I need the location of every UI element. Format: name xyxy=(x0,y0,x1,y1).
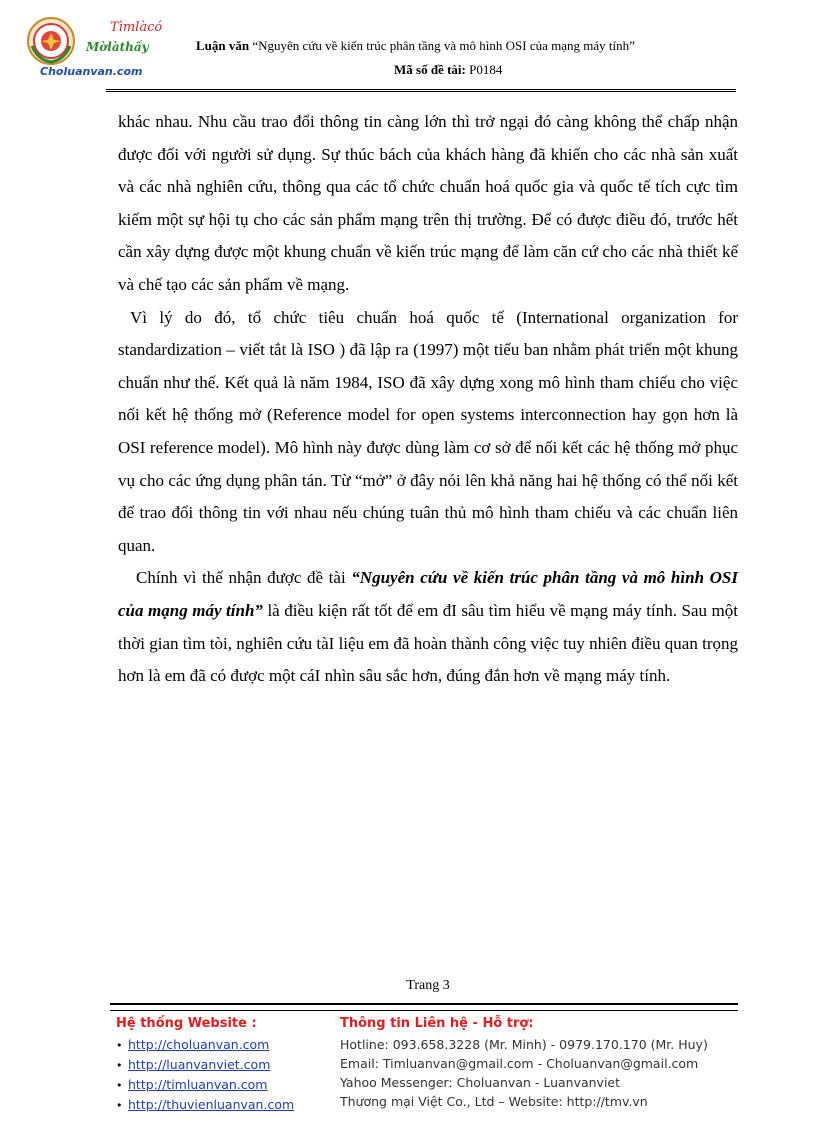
document-title-prefix: Luận văn xyxy=(196,38,250,53)
contacts-heading: Thông tin Liên hệ - Hỗ trợ: xyxy=(340,1016,534,1031)
bullet-icon: • xyxy=(116,1059,123,1072)
seal-icon xyxy=(26,16,76,66)
websites-list xyxy=(116,1035,294,1115)
paragraph-3-rest: là điều kiện rất tốt để em đI sâu tìm hiểu về mạng máy tính. Sau một thời gian tìm tòi, nghiên cứu tàI liệu em đã hoàn thành công việc tuy nhiên điều quan trọng hơn là em đã có được một cáI nhìn sâu sắc hơn, đúng đắn hơn về mạng máy tính. xyxy=(118,600,739,686)
website-item xyxy=(116,1055,294,1075)
document-code xyxy=(394,62,502,78)
document-title-text: “Nguyên cứu về kiến trúc phân tầng và mô hình OSI của mạng máy tính” xyxy=(249,38,635,53)
website-link[interactable]: http://luanvanviet.com xyxy=(128,1057,271,1072)
contact-hotline: Hotline: 093.658.3228 (Mr. Minh) - 0979.170.170 (Mr. Huy) xyxy=(340,1037,708,1052)
logo-site-name: Choluanvan.com xyxy=(40,65,143,78)
header-divider xyxy=(106,89,736,92)
footer-contacts xyxy=(340,1016,708,1111)
logo-slogan-top: Tìmlàcó xyxy=(110,20,163,35)
paragraph-3-lead: Chính vì thế nhận được đề tài xyxy=(136,568,352,588)
paragraph-1: khác nhau. Nhu cầu trao đổi thông tin càng lớn thì trở ngại đó càng không thể chấp nhận được đối với người sử dụng. Sự thúc bách của khách hàng đã khiến cho các nhà sản xuất và các nhà nghiên cứu, thông qua các tổ chức chuẩn hoá quốc gia và quốc tế tích cực tìm kiếm một sự hội tụ cho các sản phẩm mạng trên thị trường. Để có được điều đó, trước hết cần xây dựng được một khung chuẩn về kiến trúc mạng để làm căn cứ cho các nhà thiết kế và chế tạo các sản phẩm về mạng. xyxy=(118,112,738,294)
websites-heading: Hệ thống Website : xyxy=(116,1016,257,1031)
website-link[interactable]: http://choluanvan.com xyxy=(128,1037,270,1052)
website-item xyxy=(116,1035,294,1055)
bullet-icon: • xyxy=(116,1079,123,1092)
website-link[interactable]: http://timluanvan.com xyxy=(128,1077,268,1092)
document-body xyxy=(118,106,738,693)
website-link[interactable]: http://thuvienluanvan.com xyxy=(128,1097,295,1112)
document-title xyxy=(196,38,635,54)
contact-yahoo: Yahoo Messenger: Choluanvan - Luanvanviet xyxy=(340,1075,621,1090)
paragraph-2: Vì lý do đó, tổ chức tiêu chuẩn hoá quốc tế (International organization for standardization – viết tắt là ISO ) đã lập ra (1997) một tiểu ban nhằm phát triển một khung chuẩn như thế. Kết quả là năm 1984, ISO đã xây dựng xong mô hình tham chiếu cho việc nối kết hệ thống mở (Reference model for open systems interconnection hay gọn hơn là OSI reference model). Mô hình này được dùng làm cơ sở để nối kết các hệ thống mở phục vụ cho các ứng dụng phân tán. Từ “mở” ở đây nói lên khả năng hai hệ thống có thể nối kết để trao đổi thông tin với nhau nếu chúng tuân thủ mô hình tham chiếu và các chuẩn liên quan. xyxy=(118,307,738,555)
document-code-label: Mã số đề tài: xyxy=(394,62,466,77)
document-code-value: P0184 xyxy=(465,62,503,77)
page-header xyxy=(0,0,816,100)
website-item xyxy=(116,1095,294,1115)
footer-divider xyxy=(110,1003,738,1011)
paragraph-3-topic: “Nguyên cứu về kiến trúc phân tầng và mô hình OSI của mạng máy tính” xyxy=(118,568,738,620)
contact-email[interactable]: Email: Timluanvan@gmail.com - Choluanvan@gmail.com xyxy=(340,1056,699,1071)
contacts-list xyxy=(340,1035,708,1111)
choluanvan-logo xyxy=(24,10,174,82)
bullet-icon: • xyxy=(116,1099,123,1112)
website-item xyxy=(116,1075,294,1095)
logo-slogan-mid: Mờlàthấy xyxy=(86,40,149,54)
paragraph-3 xyxy=(118,562,738,692)
page-number: Trang 3 xyxy=(406,978,450,993)
bullet-icon: • xyxy=(116,1039,123,1052)
footer-websites xyxy=(116,1016,294,1115)
contact-company: Thương mại Việt Co., Ltd – Website: http://tmv.vn xyxy=(340,1094,648,1109)
